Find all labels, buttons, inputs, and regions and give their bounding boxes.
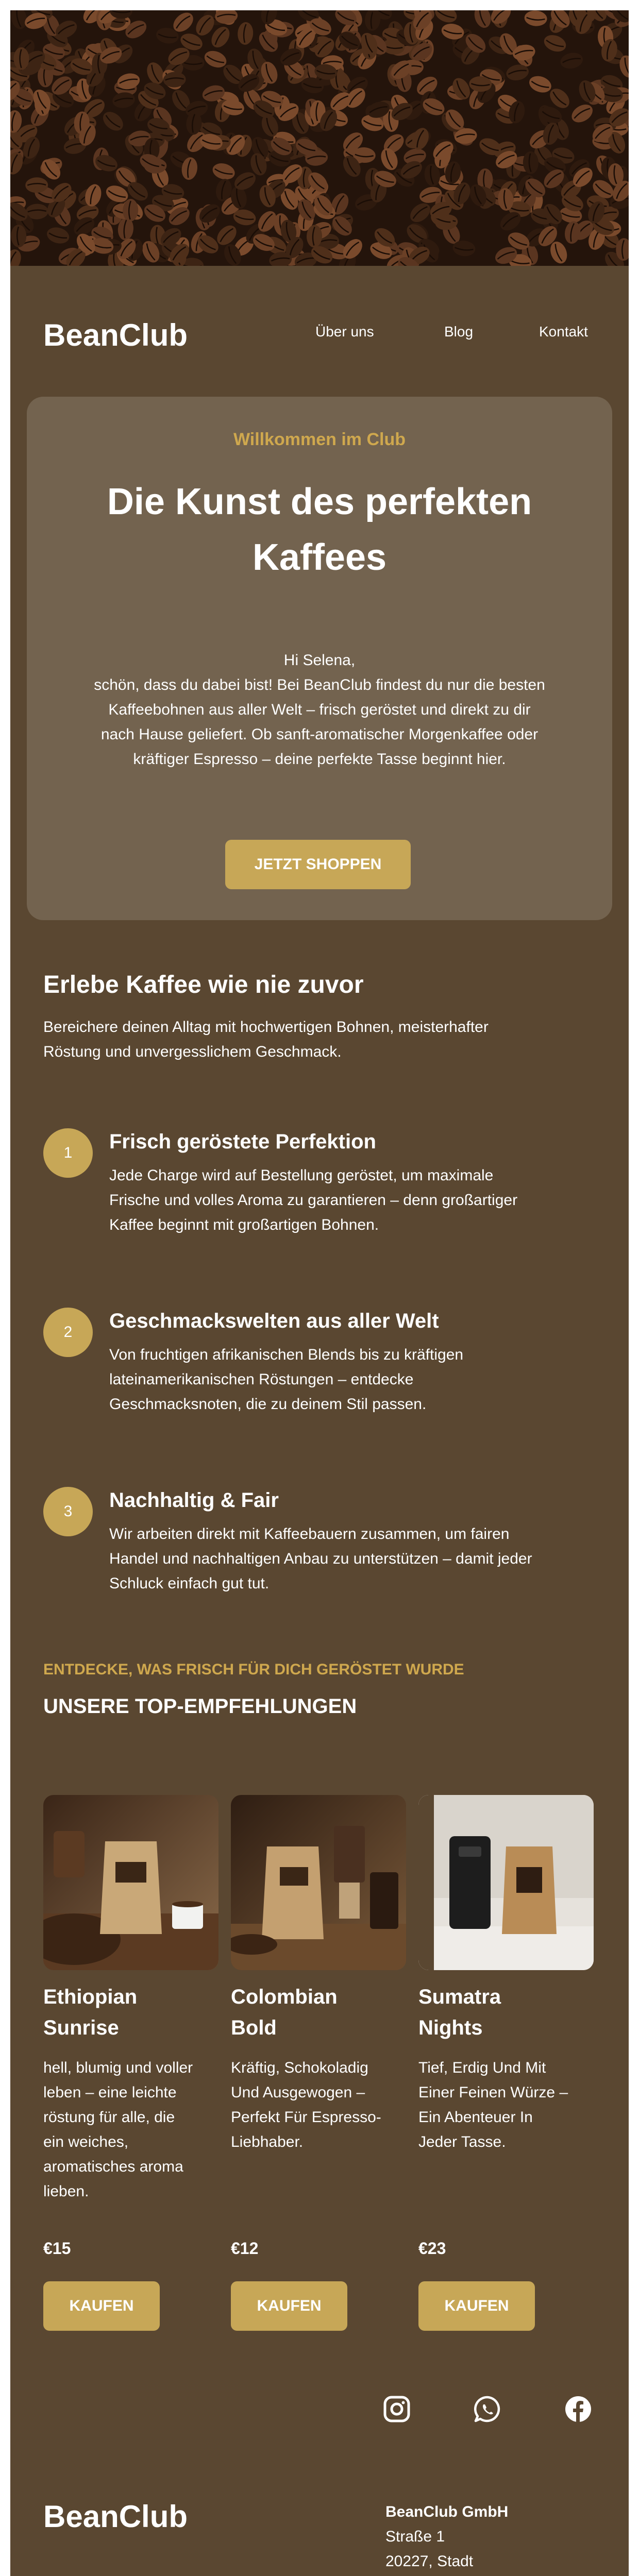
name-line: Bold [231, 2016, 277, 2039]
feature-number-badge: 2 [43, 1308, 93, 1357]
body-line: nach Hause geliefert. Ob sanft-aromatischer Morgenkaffee oder [100, 726, 539, 743]
product-name [418, 1981, 594, 2043]
feature-body [109, 1163, 604, 1238]
feature-number-badge: 3 [43, 1487, 93, 1536]
desc-line: Und Ausgewogen – [231, 2084, 365, 2101]
desc-line: hell, blumig und voller [43, 2059, 193, 2076]
desc-line: Tief, Erdig Und Mit [418, 2059, 546, 2076]
feature-item [43, 1308, 600, 1442]
product-card [231, 1795, 406, 2341]
feature-line: Geschmacksnoten, die zu deinem Stil passen. [109, 1396, 427, 1413]
address-line [385, 2574, 508, 2576]
body-line: Kaffeebohnen aus aller Welt – frisch geröstet und direkt zu dir [108, 701, 531, 718]
feature-line: Schluck einfach gut tut. [109, 1575, 270, 1592]
name-line: Nights [418, 2016, 483, 2039]
footer-logo[interactable]: BeanClub [43, 2499, 188, 2534]
feature-title: Nachhaltig & Fair [109, 1489, 279, 1512]
feature-line: Von fruchtigen afrikanischen Blends bis zu kräftigen [109, 1346, 464, 1363]
desc-line: Ein Abenteuer In [418, 2109, 533, 2126]
feature-item [43, 1487, 600, 1621]
welcome-body [58, 648, 581, 772]
feature-title: Frisch geröstete Perfektion [109, 1130, 376, 1153]
experience-intro [43, 1015, 590, 1064]
product-description [43, 2056, 218, 2204]
recommendations-eyebrow: ENTDECKE, WAS FRISCH FÜR DICH GERÖSTET WURDE [43, 1661, 464, 1678]
address-line: 20227, Stadt [385, 2553, 474, 2570]
product-card [418, 1795, 594, 2341]
desc-line: Kräftig, Schokoladig [231, 2059, 368, 2076]
nav-item-contact[interactable]: Kontakt [539, 324, 588, 340]
desc-line: Liebhaber. [231, 2133, 304, 2150]
feature-line: Wir arbeiten direkt mit Kaffeebauern zusammen, um fairen [109, 1526, 510, 1543]
product-price: €23 [418, 2239, 446, 2258]
instagram-icon[interactable] [382, 2395, 411, 2424]
buy-button[interactable]: KAUFEN [418, 2281, 535, 2331]
brand-logo[interactable]: BeanClub [43, 318, 188, 352]
recommendations-title: UNSERE TOP-EMPFEHLUNGEN [43, 1695, 357, 1718]
feature-line: Kaffee beginnt mit großartigen Bohnen. [109, 1216, 379, 1233]
email-container [10, 10, 629, 2576]
name-line: Sumatra [418, 1986, 501, 2008]
product-image[interactable] [231, 1795, 406, 1970]
welcome-card [27, 397, 612, 920]
product-image[interactable] [418, 1795, 594, 1970]
welcome-kicker: Willkommen im Club [233, 430, 406, 449]
company-name: BeanClub GmbH [385, 2503, 509, 2520]
desc-line: röstung für alle, die [43, 2109, 175, 2126]
desc-line: Einer Feinen Würze – [418, 2084, 568, 2101]
product-price: €12 [231, 2239, 259, 2258]
intro-line: Röstung und unvergesslichem Geschmack. [43, 1043, 342, 1060]
whatsapp-icon[interactable] [473, 2395, 502, 2424]
feature-line: Jede Charge wird auf Bestellung geröstet, um maximale [109, 1167, 494, 1184]
feature-number-badge: 1 [43, 1128, 93, 1178]
buy-button[interactable]: KAUFEN [43, 2281, 160, 2331]
product-description [418, 2056, 594, 2155]
desc-line: lieben. [43, 2183, 89, 2200]
desc-line: aromatisches aroma [43, 2158, 183, 2175]
feature-line: Frische und volles Aroma zu garantieren – denn großartiger [109, 1192, 518, 1209]
product-image[interactable] [43, 1795, 218, 1970]
desc-line: ein weiches, [43, 2133, 129, 2150]
product-description [231, 2056, 406, 2155]
hero-coffee-beans-image [10, 10, 629, 266]
experience-title: Erlebe Kaffee wie nie zuvor [43, 971, 364, 998]
address-line: Straße 1 [385, 2528, 445, 2545]
header [10, 266, 629, 379]
desc-line: Jeder Tasse. [418, 2133, 506, 2150]
feature-title: Geschmackswelten aus aller Welt [109, 1310, 439, 1332]
desc-line: leben – eine leichte [43, 2084, 177, 2101]
feature-item [43, 1128, 600, 1262]
facebook-icon[interactable] [564, 2395, 593, 2424]
intro-line: Bereichere deinen Alltag mit hochwertigen Bohnen, meisterhafter [43, 1019, 489, 1036]
product-price: €15 [43, 2239, 71, 2258]
name-line: Sunrise [43, 2016, 119, 2039]
feature-body [109, 1343, 604, 1417]
body-line: kräftiger Espresso – deine perfekte Tasse beginnt hier. [133, 751, 506, 768]
nav-item-about[interactable]: Über uns [315, 324, 374, 340]
buy-button[interactable]: KAUFEN [231, 2281, 347, 2331]
welcome-title: Die Kunst des perfekten Kaffees [107, 481, 532, 578]
feature-body [109, 1522, 604, 1596]
product-name [231, 1981, 406, 2043]
body-line: schön, dass du dabei bist! Bei BeanClub findest du nur die besten [94, 676, 545, 693]
desc-line: Perfekt Für Espresso- [231, 2109, 381, 2126]
product-name [43, 1981, 218, 2043]
product-card [43, 1795, 218, 2341]
nav-item-blog[interactable]: Blog [444, 324, 474, 340]
feature-line: lateinamerikanischen Röstungen – entdecke [109, 1371, 414, 1388]
footer-address [385, 2500, 508, 2576]
feature-line: Handel und nachhaltigen Anbau zu unterstützen – damit jeder [109, 1550, 532, 1567]
name-line: Colombian [231, 1986, 338, 2008]
greeting: Hi Selena, [283, 652, 356, 669]
shop-now-button[interactable]: JETZT SHOPPEN [225, 840, 411, 889]
name-line: Ethiopian [43, 1986, 138, 2008]
